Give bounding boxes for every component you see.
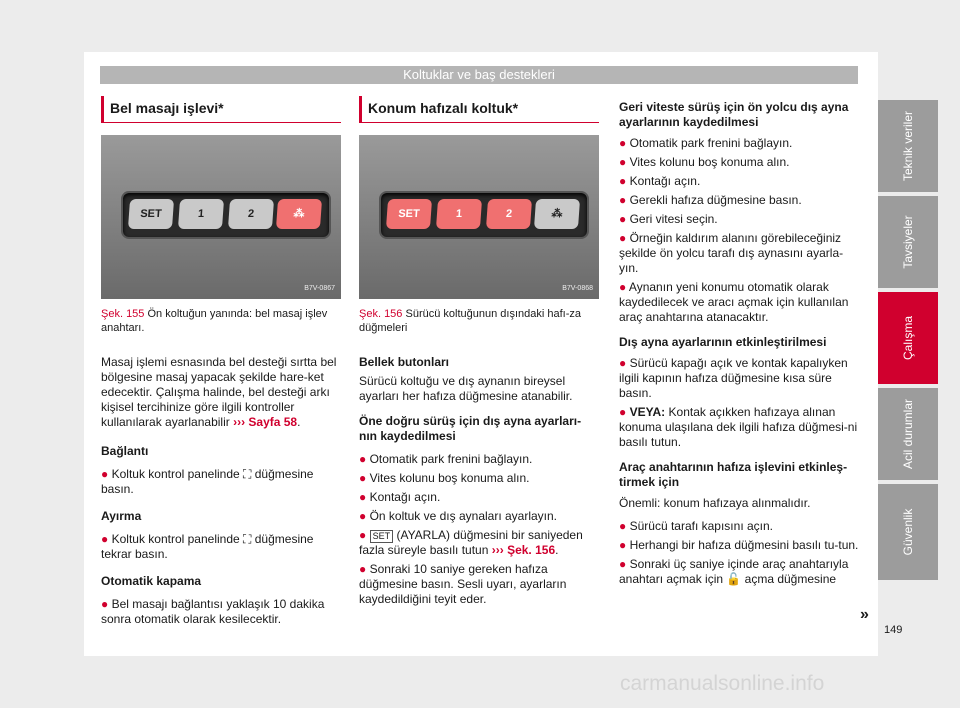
memory-2-button-image: 2 [486,199,532,229]
bullet-list [619,136,859,325]
tab-guvenlik[interactable]: Güvenlik [878,484,938,580]
paragraph: Sürücü koltuğu ve dış aynanın bireysel ayarları her hafıza düğmesine atanabilir. [359,374,573,403]
bullet-item: ● Sonraki 10 saniye gereken hafıza düğmesine basın. Sesli uyarı, ayarların kaydedildiğini teyit eder. [359,562,567,606]
bullet-list [359,452,599,524]
massage-button-image: ⁂ [276,199,322,229]
memory-1-button-image: 1 [178,199,224,229]
tab-acil-durumlar[interactable]: Acil durumlar [878,388,938,480]
bullet-item: ● SET (AYARLA) düğmesini bir saniyeden fazla süreyle basılı tutun ››› Şek. 156. [359,528,583,557]
bullet-item: ● Vites kolunu boş konuma alın. [359,471,530,485]
figure-caption: Şek. 155 Ön koltuğun yanında: bel masaj işlev anahtarı. [101,308,328,334]
bullet-item: ● Örneğin kaldırım alanını görebileceğiniz şekilde ön yolcu tarafı dış aynasını ayarla-yın. [619,231,844,275]
subheading: Bellek butonları [359,355,450,369]
bullet-item: ● Vites kolunu boş konuma alın. [619,155,790,169]
bullet-item: ● Otomatik park frenini bağlayın. [359,452,533,466]
tab-tavsiyeler[interactable]: Tavsiyeler [878,196,938,288]
subheading: Geri viteste sürüş için ön yolcu dış ayna ayarlarının kaydedilmesi [619,100,849,129]
bullet-item: ● Geri vitesi seçin. [619,212,718,226]
page-header: Koltuklar ve baş destekleri [100,66,858,84]
door-memory-panel [379,191,589,239]
figure-reference-link[interactable]: ››› Şek. 156 [491,543,556,557]
tab-teknik-veriler[interactable]: Teknik veriler [878,100,938,192]
figure-155 [101,135,341,299]
subheading: Ayırma [101,509,142,523]
subheading: Araç anahtarının hafıza işlevini etkinleş-tirmek için [619,460,848,489]
bullet-item: ● Otomatik park frenini bağlayın. [619,136,793,150]
paragraph: Masaj işlemi esnasında bel desteği sırtta bel bölgesine masaj yapacak şekilde hare-ket edecektir. Çalışma halinde, bel desteği arkı kişisel tercihinize göre ilgili kontroller kullanılarak ayarlanabilir ››› Sayfa 58. [101,355,337,429]
column-3 [619,100,859,591]
set-button-image: SET [128,199,174,229]
set-key-label: SET [370,530,394,543]
column-1 [101,96,341,635]
bullet-item: ● Koltuk kontrol panelinde ⛶ düğmesine tekrar basın. [101,532,314,561]
memory-1-button-image: 1 [436,199,482,229]
bullet-list [619,519,859,587]
section-title-massage: Bel masajı işlevi* [101,96,341,123]
continued-marker: » [860,606,869,623]
bullet-item: ● Koltuk kontrol panelinde ⛶ düğmesine basın. [101,467,314,496]
paragraph: Önemli: konum hafızaya alınmalıdır. [619,496,811,510]
figure-caption: Şek. 156 Sürücü koltuğunun dışındaki hafı-za düğmeleri [359,308,581,334]
page-reference-link[interactable]: ››› Sayfa 58 [233,415,298,429]
figure-156 [359,135,599,299]
figure-code: B7V-0868 [562,285,593,292]
column-2 [359,96,599,611]
bullet-item: ● Gerekli hafıza düğmesine basın. [619,193,802,207]
bullet-item: ● Sürücü kapağı açık ve kontak kapalıyken ilgili kapının hafıza düğmesine kısa süre basın. [619,356,848,400]
bullet-item: ● Sürücü tarafı kapısını açın. [619,519,774,533]
subheading: Öne doğru sürüş için dış ayna ayarları-nın kaydedilmesi [359,414,582,443]
bullet-item: ● Herhangi bir hafıza düğmesini basılı tu-tun. [619,538,859,552]
page-number: 149 [884,624,903,636]
figure-code: B7V-0867 [304,285,335,292]
subheading: Bağlantı [101,444,149,458]
bullet-item: ● Ön koltuk ve dış aynaları ayarlayın. [359,509,558,523]
set-button-image: SET [386,199,432,229]
subheading: Otomatik kapama [101,574,202,588]
subheading: Dış ayna ayarlarının etkinleştirilmesi [619,335,827,349]
tab-calisma[interactable]: Çalışma [878,292,938,384]
watermark: carmanualsonline.info [620,672,825,695]
bullet-item: ● Sonraki üç saniye içinde araç anahtarıyla anahtarı açmak için 🔓 açma düğmesine [619,557,849,586]
bullet-item: ● Aynanın yeni konumu otomatik olarak kaydedilecek ve aracı açmak için kullanılan araç anahtarına atanacaktır. [619,280,849,324]
key-button-image: ⁂ [534,199,580,229]
bullet-item: ● Kontağı açın. [619,174,701,188]
bullet-item: ● Kontağı açın. [359,490,441,504]
bullet-item: ● Bel masajı bağlantısı yaklaşık 10 dakika sonra otomatik olarak kesilecektir. [101,597,325,626]
memory-2-button-image: 2 [228,199,274,229]
bullet-item: ● VEYA: Kontak açıkken hafızaya alınan konuma ulaşılana dek ilgili hafıza düğmesi-ni basılı tutun. [619,405,858,449]
seat-control-panel [121,191,331,239]
section-title-memory-seat: Konum hafızalı koltuk* [359,96,599,123]
